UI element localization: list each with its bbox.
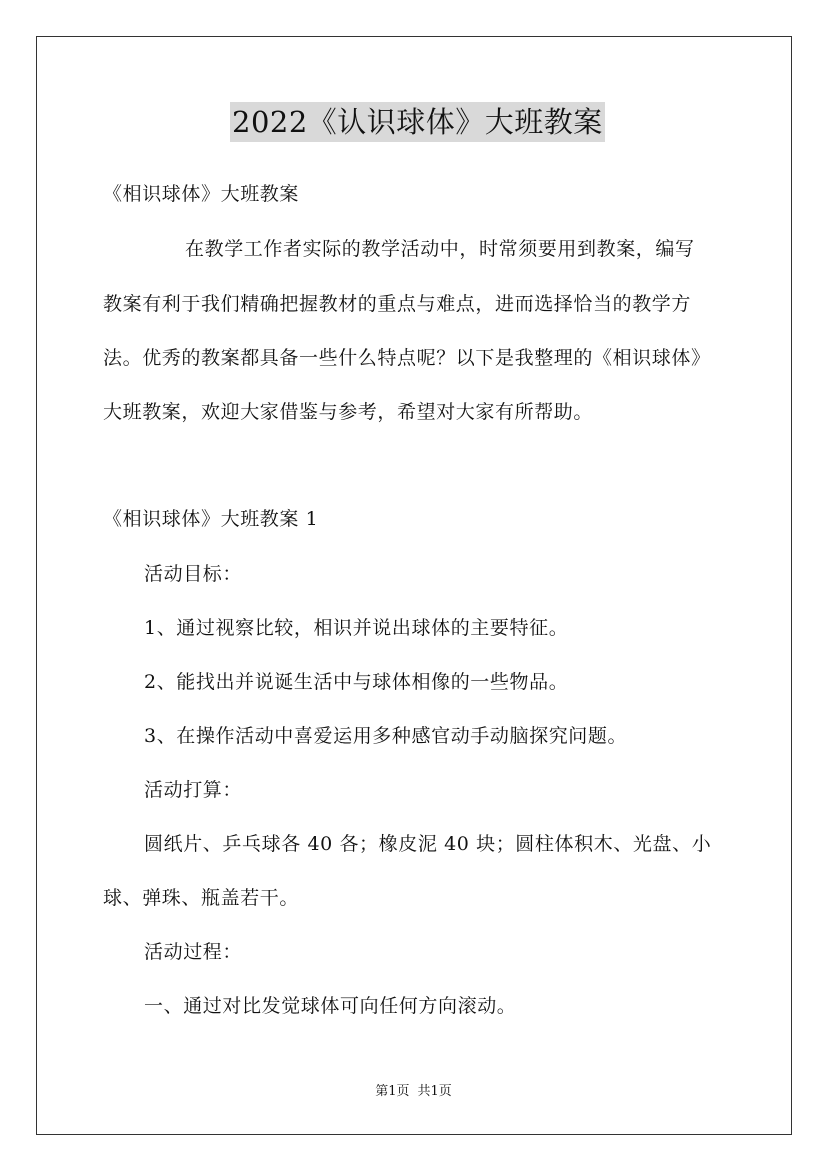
body-line: 活动目标： <box>144 563 243 585</box>
body-line: 圆纸片、乒乓球各 40 各；橡皮泥 40 块；圆柱体积木、光盘、小 <box>144 833 712 855</box>
body-line: 一、通过对比发觉球体可向任何方向滚动。 <box>144 995 517 1017</box>
body-line: 活动打算： <box>144 779 243 801</box>
body-line: 活动过程： <box>144 941 243 963</box>
page-footer <box>0 1083 827 1101</box>
document-heading: 《相识球体》大班教案 <box>103 183 300 205</box>
page-number: 第1页 <box>375 1084 410 1099</box>
section-heading: 《相识球体》大班教案 1 <box>103 508 319 530</box>
body-line: 3、在操作活动中喜爱运用多种感官动手动脑探究问题。 <box>144 725 628 747</box>
body-line: 1、通过视察比较，相识并说出球体的主要特征。 <box>144 617 569 639</box>
intro-line: 法。优秀的教案都具备一些什么特点呢？以下是我整理的《相识球体》 <box>103 347 711 369</box>
page-total: 共1页 <box>417 1084 452 1099</box>
intro-line: 教案有利于我们精确把握教材的重点与难点，进而选择恰当的教学方 <box>103 293 692 315</box>
intro-line: 在教学工作者实际的教学活动中，时常须要用到教案，编写 <box>185 238 695 260</box>
intro-line: 大班教案，欢迎大家借鉴与参考，希望对大家有所帮助。 <box>103 401 594 423</box>
body-line: 球、弹珠、瓶盖若干。 <box>103 887 300 909</box>
document-title: 2022《认识球体》大班教案 <box>230 102 605 142</box>
body-line: 2、能找出并说诞生活中与球体相像的一些物品。 <box>144 671 569 693</box>
